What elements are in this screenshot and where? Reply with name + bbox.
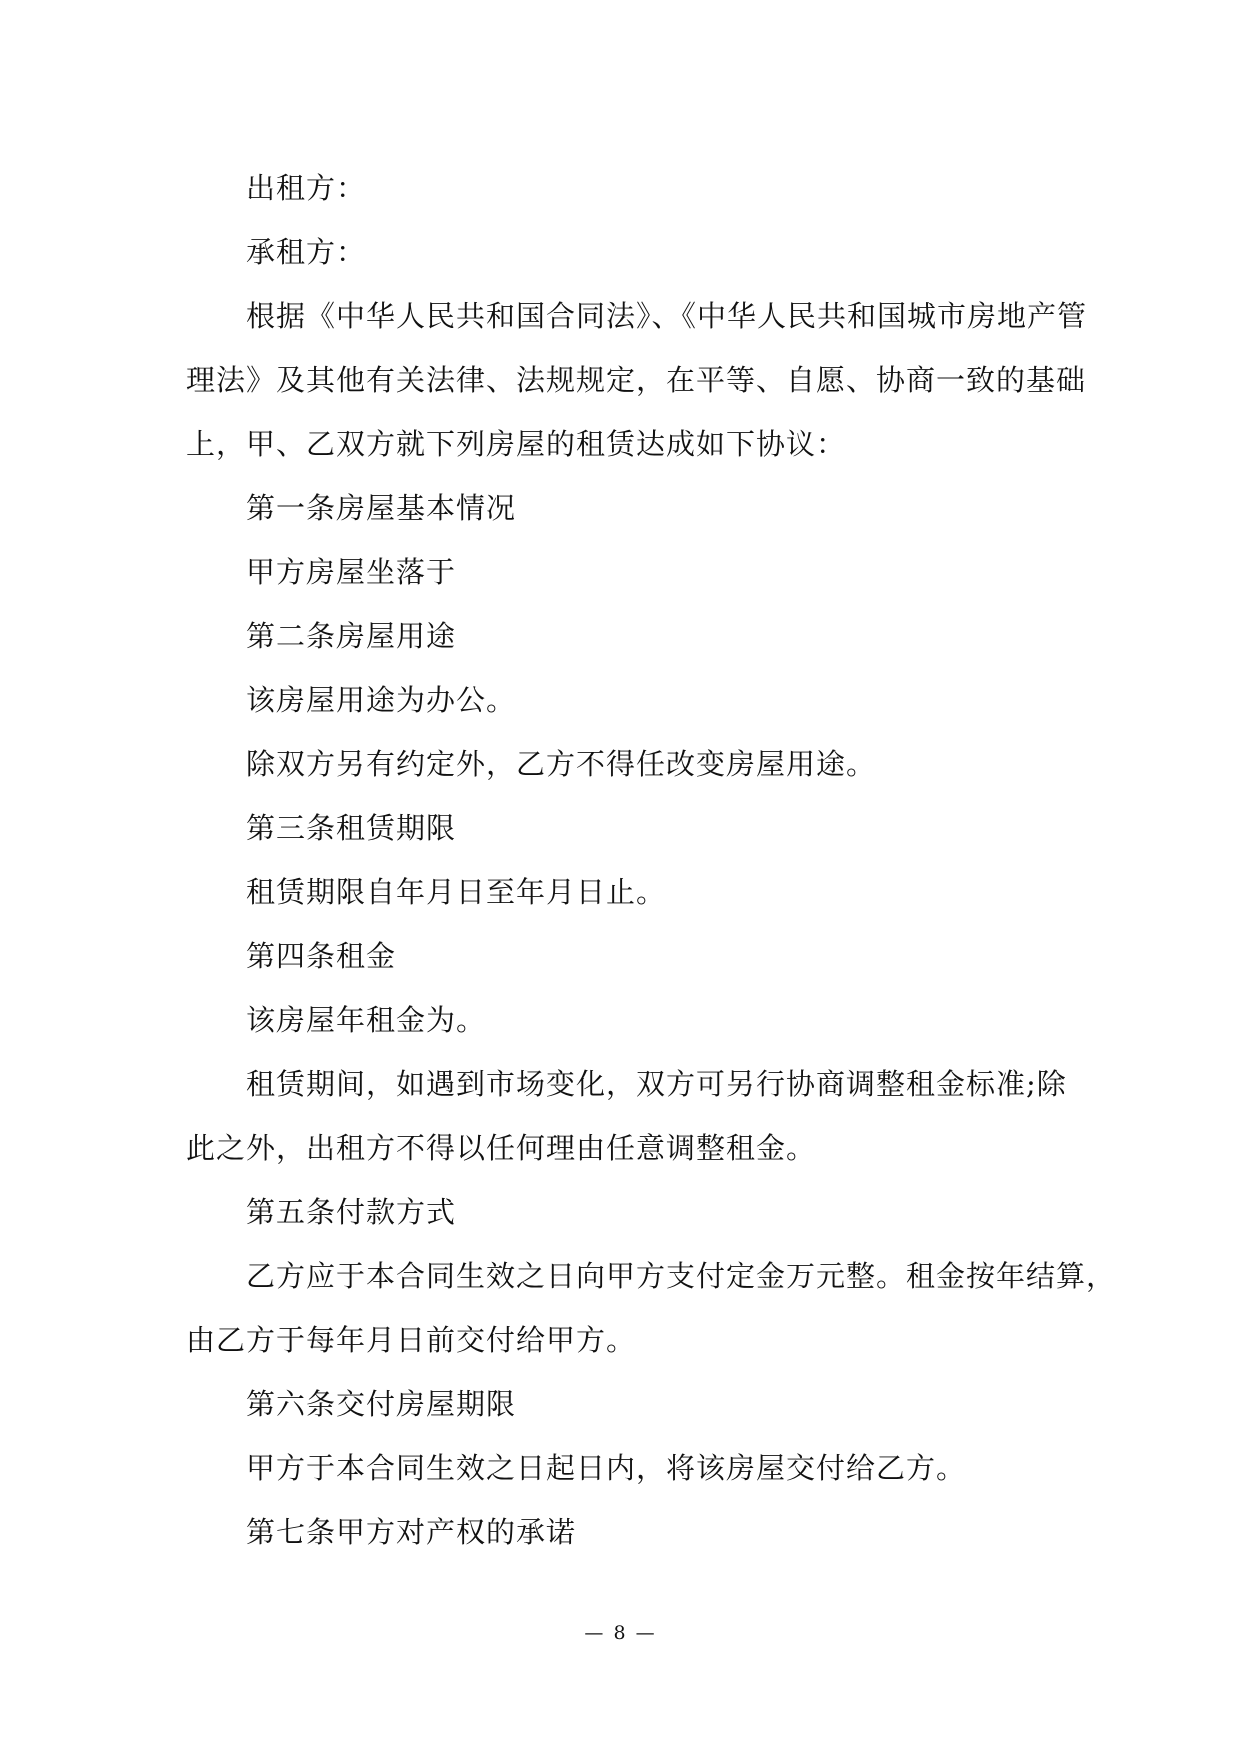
article-3-text: 租赁期限自年月日至年月日止。 <box>246 875 667 909</box>
article-5-text-1: 乙方应于本合同生效之日向甲方支付定金万元整。租金按年结算， <box>246 1259 1117 1293</box>
article-5-heading: 第五条付款方式 <box>246 1195 457 1229</box>
lessor-line: 出租方： <box>246 171 367 205</box>
article-2-text-1: 该房屋用途为办公。 <box>246 683 517 717</box>
article-1-heading: 第一条房屋基本情况 <box>246 491 517 525</box>
article-1-text: 甲方房屋坐落于 <box>246 555 457 589</box>
preamble-line-3: 上，甲、乙双方就下列房屋的租赁达成如下协议： <box>186 427 847 461</box>
article-4-heading: 第四条租金 <box>246 939 397 973</box>
contract-body <box>186 156 1117 1564</box>
article-2-text-2: 除双方另有约定外，乙方不得任改变房屋用途。 <box>246 747 877 781</box>
preamble-line-2: 理法》及其他有关法律、法规规定，在平等、自愿、协商一致的基础 <box>186 363 1087 397</box>
article-4-text-2: 租赁期间，如遇到市场变化，双方可另行协商调整租金标准;除 <box>246 1067 1067 1101</box>
article-6-text: 甲方于本合同生效之日起日内，将该房屋交付给乙方。 <box>246 1451 967 1485</box>
article-5-text-2: 由乙方于每年月日前交付给甲方。 <box>186 1323 637 1357</box>
article-7-heading: 第七条甲方对产权的承诺 <box>246 1515 577 1549</box>
page-number: — 8 — <box>584 1622 657 1644</box>
preamble-line-1: 根据《中华人民共和国合同法》、《中华人民共和国城市房地产管 <box>246 299 1088 333</box>
article-6-heading: 第六条交付房屋期限 <box>246 1387 517 1421</box>
article-4-text-1: 该房屋年租金为。 <box>246 1003 487 1037</box>
article-4-text-3: 此之外，出租方不得以任何理由任意调整租金。 <box>186 1131 817 1165</box>
article-3-heading: 第三条租赁期限 <box>246 811 457 845</box>
article-2-heading: 第二条房屋用途 <box>246 619 457 653</box>
lessee-line: 承租方： <box>246 235 367 269</box>
